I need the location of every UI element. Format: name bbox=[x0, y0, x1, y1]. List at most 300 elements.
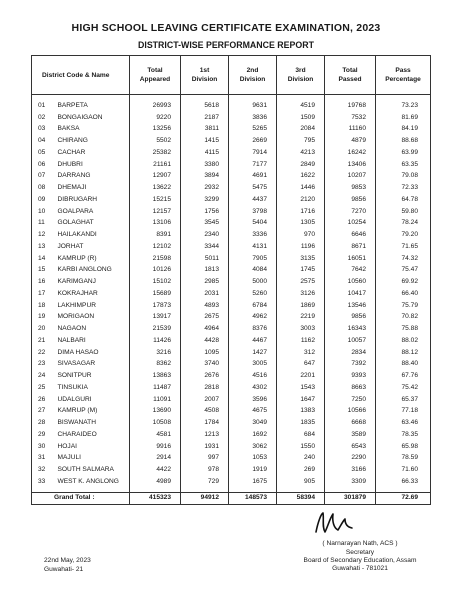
pass-percentage-value: 75.42 bbox=[376, 382, 431, 394]
pass-percentage-value: 70.82 bbox=[376, 312, 431, 324]
district-code: 10 bbox=[32, 206, 58, 218]
passed-value: 16051 bbox=[325, 253, 376, 265]
second-division-value: 7177 bbox=[229, 159, 277, 171]
district-name: DHUBRI bbox=[58, 159, 130, 171]
third-division-value: 795 bbox=[277, 135, 325, 147]
first-division-value: 2031 bbox=[181, 288, 229, 300]
first-division-value: 2818 bbox=[181, 382, 229, 394]
third-division-value: 647 bbox=[277, 359, 325, 371]
passed-value: 7642 bbox=[325, 265, 376, 277]
district-code: 11 bbox=[32, 218, 58, 230]
district-name: NALBARI bbox=[58, 335, 130, 347]
appeared-value: 13690 bbox=[130, 406, 181, 418]
signatory-designation: Secretary bbox=[345, 549, 375, 556]
pass-percentage-value: 65.37 bbox=[376, 394, 431, 406]
district-code: 09 bbox=[32, 194, 58, 206]
second-division-value: 4691 bbox=[229, 171, 277, 183]
pass-percentage-value: 66.33 bbox=[376, 476, 431, 492]
district-code: 12 bbox=[32, 229, 58, 241]
pass-percentage-value: 71.65 bbox=[376, 241, 431, 253]
district-name: BONGAIGAON bbox=[58, 112, 130, 124]
first-division-value: 1931 bbox=[181, 441, 229, 453]
appeared-value: 11487 bbox=[130, 382, 181, 394]
grand-total-first-division: 94912 bbox=[181, 492, 229, 504]
district-code: 33 bbox=[32, 476, 58, 492]
third-division-value: 1383 bbox=[277, 406, 325, 418]
first-division-value: 1095 bbox=[181, 347, 229, 359]
appeared-value: 21539 bbox=[130, 323, 181, 335]
district-code: 24 bbox=[32, 370, 58, 382]
district-code: 23 bbox=[32, 359, 58, 371]
appeared-value: 5502 bbox=[130, 135, 181, 147]
pass-percentage-value: 63.35 bbox=[376, 159, 431, 171]
third-division-value: 1162 bbox=[277, 335, 325, 347]
third-division-value: 2084 bbox=[277, 124, 325, 136]
district-name: LAKHIMPUR bbox=[58, 300, 130, 312]
appeared-value: 12157 bbox=[130, 206, 181, 218]
appeared-value: 10508 bbox=[130, 417, 181, 429]
district-name: DARRANG bbox=[58, 171, 130, 183]
district-name: GOLAGHAT bbox=[58, 218, 130, 230]
appeared-value: 11426 bbox=[130, 335, 181, 347]
pass-percentage-value: 59.80 bbox=[376, 206, 431, 218]
passed-value: 7270 bbox=[325, 206, 376, 218]
district-name: MAJULI bbox=[58, 453, 130, 465]
third-division-value: 1509 bbox=[277, 112, 325, 124]
first-division-value: 5618 bbox=[181, 95, 229, 112]
first-division-value: 3545 bbox=[181, 218, 229, 230]
second-division-value: 1427 bbox=[229, 347, 277, 359]
district-name: GOALPARA bbox=[58, 206, 130, 218]
district-code: 31 bbox=[32, 453, 58, 465]
pass-percentage-value: 88.12 bbox=[376, 347, 431, 359]
pass-percentage-value: 88.68 bbox=[376, 135, 431, 147]
table-row bbox=[32, 323, 431, 335]
passed-value: 3309 bbox=[325, 476, 376, 492]
first-division-value: 997 bbox=[181, 453, 229, 465]
pass-percentage-value: 69.92 bbox=[376, 276, 431, 288]
appeared-value: 4989 bbox=[130, 476, 181, 492]
table-body bbox=[32, 95, 431, 493]
column-header-district: District Code & Name bbox=[32, 56, 130, 95]
second-division-value: 4437 bbox=[229, 194, 277, 206]
first-division-value: 3811 bbox=[181, 124, 229, 136]
table-row bbox=[32, 95, 431, 112]
passed-value: 2834 bbox=[325, 347, 376, 359]
third-division-value: 4519 bbox=[277, 95, 325, 112]
column-header-second-division: 2nd Division bbox=[229, 56, 277, 95]
performance-table bbox=[31, 55, 431, 505]
passed-value: 10254 bbox=[325, 218, 376, 230]
second-division-value: 4131 bbox=[229, 241, 277, 253]
passed-value: 10417 bbox=[325, 288, 376, 300]
district-name: DIBRUGARH bbox=[58, 194, 130, 206]
signatory-office: Board of Secondary Education, Assam bbox=[303, 557, 417, 564]
table-row bbox=[32, 241, 431, 253]
table-row bbox=[32, 288, 431, 300]
table-row bbox=[32, 229, 431, 241]
district-name: CACHAR bbox=[58, 147, 130, 159]
grand-total-label: Grand Total : bbox=[32, 492, 130, 504]
pass-percentage-value: 79.20 bbox=[376, 229, 431, 241]
passed-value: 16242 bbox=[325, 147, 376, 159]
third-division-value: 1550 bbox=[277, 441, 325, 453]
district-name: CHARAIDEO bbox=[58, 429, 130, 441]
third-division-value: 2575 bbox=[277, 276, 325, 288]
second-division-value: 3336 bbox=[229, 229, 277, 241]
pass-percentage-value: 71.60 bbox=[376, 464, 431, 476]
district-code: 20 bbox=[32, 323, 58, 335]
district-name: CHIRANG bbox=[58, 135, 130, 147]
district-code: 16 bbox=[32, 276, 58, 288]
second-division-value: 4467 bbox=[229, 335, 277, 347]
third-division-value: 2219 bbox=[277, 312, 325, 324]
passed-value: 13546 bbox=[325, 300, 376, 312]
appeared-value: 13622 bbox=[130, 182, 181, 194]
district-code: 17 bbox=[32, 288, 58, 300]
pass-percentage-value: 67.76 bbox=[376, 370, 431, 382]
second-division-value: 1919 bbox=[229, 464, 277, 476]
table-row bbox=[32, 453, 431, 465]
district-code: 03 bbox=[32, 124, 58, 136]
district-name: MORIGAON bbox=[58, 312, 130, 324]
table-row bbox=[32, 335, 431, 347]
appeared-value: 4422 bbox=[130, 464, 181, 476]
first-division-value: 3380 bbox=[181, 159, 229, 171]
pass-percentage-value: 81.69 bbox=[376, 112, 431, 124]
passed-value: 19768 bbox=[325, 95, 376, 112]
column-header-first-division: 1st Division bbox=[181, 56, 229, 95]
appeared-value: 12102 bbox=[130, 241, 181, 253]
district-code: 14 bbox=[32, 253, 58, 265]
table-row bbox=[32, 218, 431, 230]
pass-percentage-value: 78.59 bbox=[376, 453, 431, 465]
district-code: 26 bbox=[32, 394, 58, 406]
table-row bbox=[32, 312, 431, 324]
appeared-value: 26993 bbox=[130, 95, 181, 112]
district-code: 15 bbox=[32, 265, 58, 277]
district-code: 08 bbox=[32, 182, 58, 194]
first-division-value: 2340 bbox=[181, 229, 229, 241]
appeared-value: 15215 bbox=[130, 194, 181, 206]
table-footer bbox=[32, 492, 431, 504]
table-row bbox=[32, 406, 431, 418]
table-row bbox=[32, 265, 431, 277]
appeared-value: 8362 bbox=[130, 359, 181, 371]
pass-percentage-value: 78.24 bbox=[376, 218, 431, 230]
appeared-value: 2914 bbox=[130, 453, 181, 465]
appeared-value: 10126 bbox=[130, 265, 181, 277]
appeared-value: 15689 bbox=[130, 288, 181, 300]
third-division-value: 312 bbox=[277, 347, 325, 359]
second-division-value: 5260 bbox=[229, 288, 277, 300]
third-division-value: 1716 bbox=[277, 206, 325, 218]
first-division-value: 1813 bbox=[181, 265, 229, 277]
passed-value: 9853 bbox=[325, 182, 376, 194]
signature-image bbox=[312, 510, 356, 536]
appeared-value: 13106 bbox=[130, 218, 181, 230]
pass-percentage-value: 78.35 bbox=[376, 429, 431, 441]
third-division-value: 2849 bbox=[277, 159, 325, 171]
passed-value: 6646 bbox=[325, 229, 376, 241]
second-division-value: 8376 bbox=[229, 323, 277, 335]
signatory-name: ( Narnarayan Nath, ACS ) bbox=[322, 540, 398, 547]
column-header-pass-percentage: Pass Percentage bbox=[376, 56, 431, 95]
table-row bbox=[32, 394, 431, 406]
appeared-value: 8391 bbox=[130, 229, 181, 241]
grand-total-pass-percentage: 72.69 bbox=[376, 492, 431, 504]
district-code: 05 bbox=[32, 147, 58, 159]
document-title: HIGH SCHOOL LEAVING CERTIFICATE EXAMINATION, 2023 bbox=[71, 22, 381, 34]
third-division-value: 2201 bbox=[277, 370, 325, 382]
district-name: BAKSA bbox=[58, 124, 130, 136]
table-row bbox=[32, 429, 431, 441]
third-division-value: 1647 bbox=[277, 394, 325, 406]
third-division-value: 3003 bbox=[277, 323, 325, 335]
first-division-value: 2676 bbox=[181, 370, 229, 382]
table-row bbox=[32, 253, 431, 265]
district-name: SONITPUR bbox=[58, 370, 130, 382]
district-name: KAMRUP (R) bbox=[58, 253, 130, 265]
table-row bbox=[32, 171, 431, 183]
second-division-value: 3798 bbox=[229, 206, 277, 218]
district-name: JORHAT bbox=[58, 241, 130, 253]
passed-value: 6668 bbox=[325, 417, 376, 429]
district-code: 30 bbox=[32, 441, 58, 453]
first-division-value: 1756 bbox=[181, 206, 229, 218]
table-row bbox=[32, 194, 431, 206]
first-division-value: 4428 bbox=[181, 335, 229, 347]
appeared-value: 13917 bbox=[130, 312, 181, 324]
pass-percentage-value: 72.33 bbox=[376, 182, 431, 194]
passed-value: 11160 bbox=[325, 124, 376, 136]
first-division-value: 4115 bbox=[181, 147, 229, 159]
first-division-value: 1213 bbox=[181, 429, 229, 441]
pass-percentage-value: 63.46 bbox=[376, 417, 431, 429]
table-row bbox=[32, 135, 431, 147]
pass-percentage-value: 75.88 bbox=[376, 323, 431, 335]
district-code: 13 bbox=[32, 241, 58, 253]
first-division-value: 4893 bbox=[181, 300, 229, 312]
pass-percentage-value: 77.18 bbox=[376, 406, 431, 418]
table-row bbox=[32, 476, 431, 492]
second-division-value: 3836 bbox=[229, 112, 277, 124]
third-division-value: 684 bbox=[277, 429, 325, 441]
passed-value: 10207 bbox=[325, 171, 376, 183]
grand-total-row bbox=[32, 492, 431, 504]
pass-percentage-value: 84.19 bbox=[376, 124, 431, 136]
district-code: 28 bbox=[32, 417, 58, 429]
pass-percentage-value: 66.40 bbox=[376, 288, 431, 300]
second-division-value: 2669 bbox=[229, 135, 277, 147]
grand-total-second-division: 148573 bbox=[229, 492, 277, 504]
third-division-value: 1446 bbox=[277, 182, 325, 194]
district-code: 18 bbox=[32, 300, 58, 312]
passed-value: 9393 bbox=[325, 370, 376, 382]
second-division-value: 3596 bbox=[229, 394, 277, 406]
passed-value: 7392 bbox=[325, 359, 376, 371]
first-division-value: 2007 bbox=[181, 394, 229, 406]
appeared-value: 3216 bbox=[130, 347, 181, 359]
table-row bbox=[32, 124, 431, 136]
appeared-value: 9916 bbox=[130, 441, 181, 453]
pass-percentage-value: 75.47 bbox=[376, 265, 431, 277]
district-name: BARPETA bbox=[58, 95, 130, 112]
second-division-value: 7914 bbox=[229, 147, 277, 159]
district-code: 22 bbox=[32, 347, 58, 359]
district-name: UDALGURI bbox=[58, 394, 130, 406]
passed-value: 9856 bbox=[325, 312, 376, 324]
second-division-value: 3005 bbox=[229, 359, 277, 371]
district-code: 06 bbox=[32, 159, 58, 171]
passed-value: 7250 bbox=[325, 394, 376, 406]
second-division-value: 4516 bbox=[229, 370, 277, 382]
second-division-value: 5475 bbox=[229, 182, 277, 194]
third-division-value: 1196 bbox=[277, 241, 325, 253]
appeared-value: 13863 bbox=[130, 370, 181, 382]
district-name: KOKRAJHAR bbox=[58, 288, 130, 300]
table-row bbox=[32, 382, 431, 394]
document-subtitle: DISTRICT-WISE PERFORMANCE REPORT bbox=[138, 40, 314, 50]
passed-value: 4879 bbox=[325, 135, 376, 147]
appeared-value: 11091 bbox=[130, 394, 181, 406]
passed-value: 10560 bbox=[325, 276, 376, 288]
district-code: 02 bbox=[32, 112, 58, 124]
passed-value: 13406 bbox=[325, 159, 376, 171]
third-division-value: 2120 bbox=[277, 194, 325, 206]
appeared-value: 25382 bbox=[130, 147, 181, 159]
first-division-value: 4964 bbox=[181, 323, 229, 335]
second-division-value: 7905 bbox=[229, 253, 277, 265]
first-division-value: 1415 bbox=[181, 135, 229, 147]
table-row bbox=[32, 347, 431, 359]
district-name: KARBI ANGLONG bbox=[58, 265, 130, 277]
first-division-value: 5011 bbox=[181, 253, 229, 265]
column-header-third-division: 3rd Division bbox=[277, 56, 325, 95]
district-name: KARIMGANJ bbox=[58, 276, 130, 288]
third-division-value: 3135 bbox=[277, 253, 325, 265]
table-header bbox=[32, 56, 431, 95]
third-division-value: 269 bbox=[277, 464, 325, 476]
district-name: KAMRUP (M) bbox=[58, 406, 130, 418]
appeared-value: 21161 bbox=[130, 159, 181, 171]
issue-date: 22nd May, 2023 bbox=[44, 557, 91, 564]
district-code: 25 bbox=[32, 382, 58, 394]
district-name: DIMA HASAO bbox=[58, 347, 130, 359]
third-division-value: 240 bbox=[277, 453, 325, 465]
grand-total-passed: 301879 bbox=[325, 492, 376, 504]
district-code: 29 bbox=[32, 429, 58, 441]
passed-value: 7532 bbox=[325, 112, 376, 124]
first-division-value: 729 bbox=[181, 476, 229, 492]
district-code: 04 bbox=[32, 135, 58, 147]
grand-total-third-division: 58394 bbox=[277, 492, 325, 504]
district-name: HAILAKANDI bbox=[58, 229, 130, 241]
district-name: NAGAON bbox=[58, 323, 130, 335]
pass-percentage-value: 63.99 bbox=[376, 147, 431, 159]
district-name: DHEMAJI bbox=[58, 182, 130, 194]
signatory-address: Guwahati - 781021 bbox=[332, 565, 388, 572]
pass-percentage-value: 64.78 bbox=[376, 194, 431, 206]
district-name: WEST K. ANGLONG bbox=[58, 476, 130, 492]
first-division-value: 3894 bbox=[181, 171, 229, 183]
district-code: 01 bbox=[32, 95, 58, 112]
second-division-value: 1692 bbox=[229, 429, 277, 441]
table-row bbox=[32, 206, 431, 218]
second-division-value: 6784 bbox=[229, 300, 277, 312]
district-code: 07 bbox=[32, 171, 58, 183]
passed-value: 10057 bbox=[325, 335, 376, 347]
appeared-value: 21598 bbox=[130, 253, 181, 265]
pass-percentage-value: 88.02 bbox=[376, 335, 431, 347]
passed-value: 16343 bbox=[325, 323, 376, 335]
district-name: HOJAI bbox=[58, 441, 130, 453]
passed-value: 3166 bbox=[325, 464, 376, 476]
district-code: 21 bbox=[32, 335, 58, 347]
second-division-value: 5000 bbox=[229, 276, 277, 288]
second-division-value: 3049 bbox=[229, 417, 277, 429]
pass-percentage-value: 74.32 bbox=[376, 253, 431, 265]
table-row bbox=[32, 464, 431, 476]
district-code: 32 bbox=[32, 464, 58, 476]
first-division-value: 3299 bbox=[181, 194, 229, 206]
second-division-value: 4675 bbox=[229, 406, 277, 418]
second-division-value: 9631 bbox=[229, 95, 277, 112]
passed-value: 2290 bbox=[325, 453, 376, 465]
pass-percentage-value: 75.79 bbox=[376, 300, 431, 312]
table-row bbox=[32, 417, 431, 429]
appeared-value: 15102 bbox=[130, 276, 181, 288]
third-division-value: 1543 bbox=[277, 382, 325, 394]
third-division-value: 4213 bbox=[277, 147, 325, 159]
third-division-value: 970 bbox=[277, 229, 325, 241]
pass-percentage-value: 88.40 bbox=[376, 359, 431, 371]
third-division-value: 1835 bbox=[277, 417, 325, 429]
pass-percentage-value: 79.08 bbox=[376, 171, 431, 183]
district-code: 27 bbox=[32, 406, 58, 418]
third-division-value: 905 bbox=[277, 476, 325, 492]
table-row bbox=[32, 300, 431, 312]
column-header-appeared: Total Appeared bbox=[130, 56, 181, 95]
appeared-value: 12907 bbox=[130, 171, 181, 183]
first-division-value: 3344 bbox=[181, 241, 229, 253]
passed-value: 8663 bbox=[325, 382, 376, 394]
pass-percentage-value: 65.98 bbox=[376, 441, 431, 453]
appeared-value: 4581 bbox=[130, 429, 181, 441]
second-division-value: 5404 bbox=[229, 218, 277, 230]
second-division-value: 4302 bbox=[229, 382, 277, 394]
first-division-value: 2932 bbox=[181, 182, 229, 194]
third-division-value: 3126 bbox=[277, 288, 325, 300]
table-row bbox=[32, 182, 431, 194]
second-division-value: 4962 bbox=[229, 312, 277, 324]
district-code: 19 bbox=[32, 312, 58, 324]
table-row bbox=[32, 370, 431, 382]
appeared-value: 13256 bbox=[130, 124, 181, 136]
appeared-value: 9220 bbox=[130, 112, 181, 124]
first-division-value: 978 bbox=[181, 464, 229, 476]
pass-percentage-value: 73.23 bbox=[376, 95, 431, 112]
district-name: TINSUKIA bbox=[58, 382, 130, 394]
second-division-value: 1675 bbox=[229, 476, 277, 492]
table-row bbox=[32, 276, 431, 288]
grand-total-appeared: 415323 bbox=[130, 492, 181, 504]
first-division-value: 2675 bbox=[181, 312, 229, 324]
issue-place: Guwahati- 21 bbox=[44, 566, 84, 573]
first-division-value: 1784 bbox=[181, 417, 229, 429]
third-division-value: 1305 bbox=[277, 218, 325, 230]
appeared-value: 17873 bbox=[130, 300, 181, 312]
